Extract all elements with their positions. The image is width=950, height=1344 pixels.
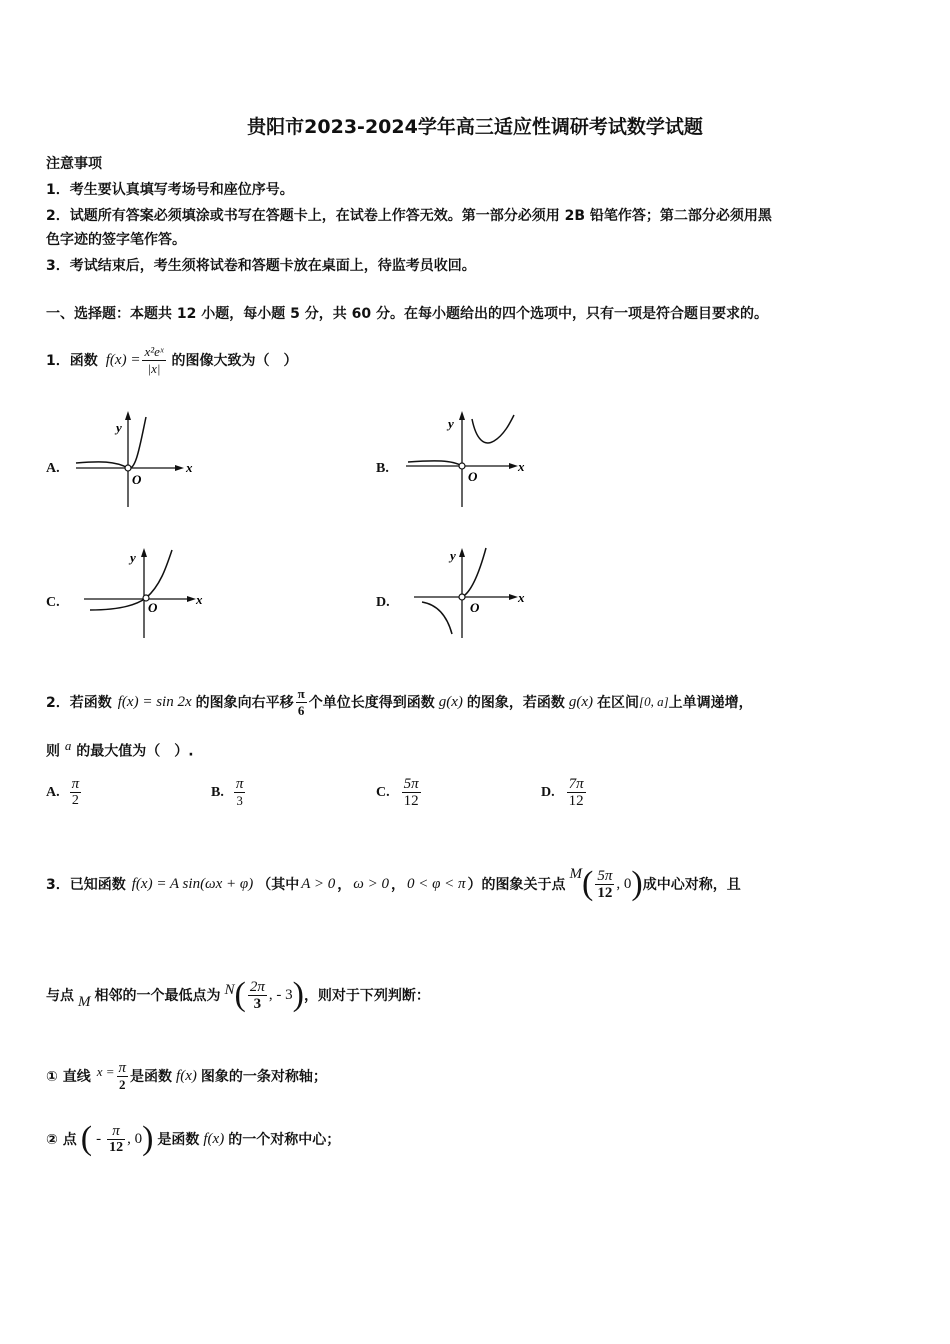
q3-s2-b: 是函数 [157, 1132, 200, 1148]
q1-option-c-label: C. [46, 595, 60, 610]
q2-shift-num: π [297, 685, 305, 701]
q2-shift [296, 686, 307, 719]
q1-graph-d-y-label: y [450, 548, 456, 563]
q3-statement-1 [46, 1056, 327, 1096]
q3-line2-c: ，则对于下列判断： [303, 988, 430, 1004]
q3-s2-neg: - [96, 1130, 102, 1147]
q2-text-2: 个单位长度得到函数 [308, 695, 435, 711]
q1-graph-c-x-label: x [196, 592, 203, 607]
q3-text-3: 成中心对称，且 [642, 877, 741, 893]
q2-a: a [64, 738, 72, 753]
q3-s1-frac [117, 1060, 129, 1093]
q3-point-n: N [224, 982, 235, 998]
q3-line2-b: 相邻的一个最低点为 [94, 988, 221, 1004]
q3-m-tail: , 0 [616, 875, 632, 892]
q1-graph-d-origin: O [470, 600, 480, 615]
q3-text-2: ）的图象关于点 [467, 877, 566, 893]
q2-text-3: 的图象，若函数 [466, 695, 565, 711]
q1-graph-a-origin: O [132, 472, 142, 487]
q1-graph-b-origin: O [468, 469, 478, 484]
question-2 [46, 682, 753, 722]
q1-graph-c [80, 540, 210, 640]
q3-s2-frac [107, 1123, 125, 1156]
notice-item-1: 1．考生要认真填写考场号和座位序号。 [46, 182, 294, 198]
q2-option-a-num: π [71, 776, 80, 792]
q2-line2-b: 的最大值为（ ）. [76, 743, 194, 760]
q3-m-num: 5π [597, 867, 613, 884]
q3-s1-x: x = [96, 1064, 115, 1079]
q2-option-b-num: π [235, 776, 244, 792]
q2-interval: [0, a] [639, 694, 669, 709]
q2-option-c-num: 5π [403, 776, 419, 792]
q3-cond-3: 0 < φ < π [406, 875, 466, 892]
q3-s1-a: ① 直线 [46, 1069, 91, 1085]
q3-line2-a: 与点 [46, 988, 74, 1004]
q3-n-frac [248, 979, 267, 1012]
section-heading: 一、选择题：本题共 12 小题，每小题 5 分，共 60 分。在每小题给出的四个选项中，只有一项是符合题目要求的。 [46, 306, 768, 322]
q3-m-den: 12 [597, 884, 613, 901]
q3-s1-num: π [118, 1059, 127, 1076]
q1-graph-b-y-label: y [448, 416, 454, 431]
notice-heading: 注意事项 [46, 156, 102, 172]
q3-s2-a: ② 点 [46, 1132, 77, 1148]
q3-s2-num: π [107, 1123, 125, 1140]
q2-option-d-num: 7π [568, 776, 584, 792]
q1-graph-d-x-label: x [518, 590, 525, 605]
q3-s1-c: 图象的一条对称轴； [200, 1069, 327, 1085]
q2-option-b[interactable] [211, 776, 247, 809]
q2-option-b-label: B. [211, 784, 224, 800]
q1-denominator: |x| [147, 360, 161, 376]
q3-s2-c: 的一个对称中心； [228, 1132, 341, 1148]
question-2-line-2 [46, 738, 194, 761]
q2-option-c-label: C. [376, 784, 390, 800]
q3-m-frac [595, 868, 614, 901]
q1-graph-c-origin: O [148, 600, 158, 615]
question-3: 3．已知函数 f(x) = A sin(ωx + φ) （其中 A > 0 ， ω > 0 ， 0 < φ < π ）的图象关于点 M ( $\frac{5\pi}{12}$ , 0 ) 成中心对称，且 [46, 865, 741, 902]
q1-option-d-label: D. [376, 595, 390, 610]
q1-graph-c-y-label: y [130, 550, 136, 565]
notice-item-2-cont: 色字迹的签字笔作答。 [46, 232, 186, 248]
q2-g: g(x) [438, 693, 463, 710]
q3-point-m: M [569, 866, 583, 882]
q1-graph-b-x-label: x [518, 459, 525, 474]
q2-text-1: 的图象向右平移 [195, 695, 294, 711]
q1-option-a-label: A. [46, 461, 60, 476]
q1-graph-a [70, 405, 200, 515]
q2-option-d-den: 12 [568, 793, 584, 809]
q1-fraction [142, 344, 165, 377]
q2-option-d-label: D. [541, 784, 555, 800]
q3-statement-2: ② 点 ( - $\frac{\pi}{12}$ , 0 ) 是函数 f(x) 的一个对称中心； [46, 1120, 341, 1157]
q2-option-c-frac [402, 776, 421, 809]
q3-s1-b: 是函数 [130, 1069, 173, 1085]
question-1 [46, 340, 298, 380]
q3-m2: M [78, 993, 91, 1010]
q2-option-a-den: 2 [71, 793, 79, 808]
q3-n-den: 3 [253, 995, 262, 1012]
q3-s1-den: 2 [119, 1076, 126, 1092]
q2-g2: g(x) [568, 693, 594, 710]
q2-option-c-den: 12 [403, 793, 419, 809]
q3-cond-2: ω > 0 [353, 875, 389, 892]
q1-option-b-label: B. [376, 461, 389, 476]
q3-text-1: （其中 [257, 877, 300, 893]
q3-function: f(x) = A sin(ωx + φ) [131, 875, 254, 892]
q2-option-a-label: A. [46, 784, 60, 800]
q2-option-b-den: 3 [236, 793, 243, 808]
q3-n-num: 2π [249, 978, 265, 995]
q3-cond-1: A > 0 [301, 875, 336, 892]
q3-s2-den: 12 [109, 1139, 124, 1155]
q1-tail: 的图像大致为（ ） [171, 353, 298, 369]
q2-line2-a: 则 [46, 743, 60, 760]
q2-option-b-frac [234, 776, 246, 809]
q2-option-a[interactable] [46, 776, 83, 809]
q2-option-d-frac [567, 776, 586, 809]
q1-graph-b [400, 405, 530, 515]
q3-s2-f: f(x) [203, 1130, 225, 1147]
q2-option-d[interactable] [541, 776, 588, 809]
q1-function: f(x) = [105, 351, 141, 368]
q3-s2-tail: , 0 [127, 1130, 143, 1147]
notice-item-3: 3．考试结束后，考生须将试卷和答题卡放在桌面上，待监考员收回。 [46, 258, 476, 274]
q2-text-4: 在区间 [597, 695, 640, 711]
q1-numerator: x²eˣ [144, 343, 164, 359]
q2-function: f(x) = sin 2x [117, 693, 192, 710]
q2-option-a-frac [70, 776, 82, 809]
q1-graph-d [400, 540, 530, 640]
page-title: 贵阳市2023-2024学年高三适应性调研考试数学试题 [247, 116, 703, 138]
q1-number: 1．函数 [46, 353, 98, 369]
q2-shift-den: 6 [297, 702, 305, 718]
q3-s1-f: f(x) [176, 1067, 197, 1084]
q2-number: 2．若函数 [46, 695, 112, 711]
q2-option-c[interactable] [376, 776, 423, 809]
q3-n-tail: , - 3 [268, 986, 293, 1003]
notice-item-2: 2．试题所有答案必须填涂或书写在答题卡上，在试卷上作答无效。第一部分必须用 2B 铅笔作答；第二部分必须用黑 [46, 208, 772, 224]
question-3-line-2: 与点 M 相邻的一个最低点为 N ( $\frac{2\pi}{3}$ , - 3 ) ，则对于下列判断： [46, 976, 430, 1013]
q2-text-5: 上单调递增， [668, 695, 753, 711]
q3-number: 3．已知函数 [46, 877, 126, 893]
q1-graph-a-y-label: y [116, 420, 122, 435]
q1-graph-a-x-label: x [186, 460, 193, 475]
